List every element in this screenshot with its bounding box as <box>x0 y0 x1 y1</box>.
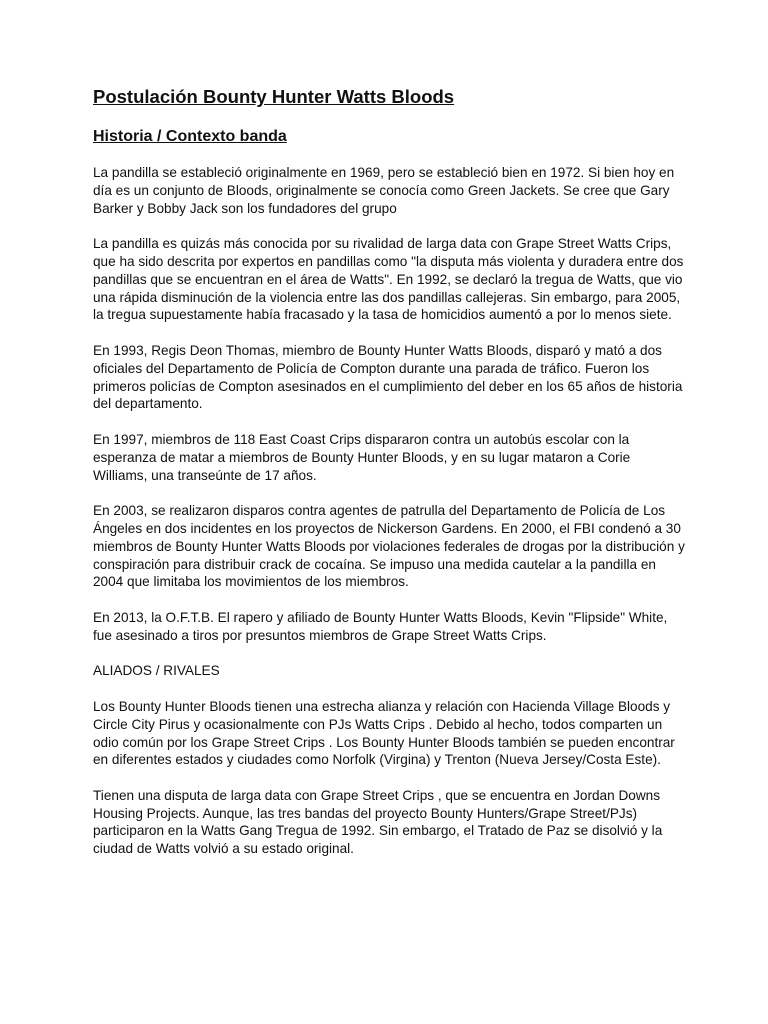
document-title: Postulación Bounty Hunter Watts Bloods <box>93 86 455 107</box>
document-page <box>93 84 685 858</box>
paragraph-1993: En 1993, Regis Deon Thomas, miembro de Bounty Hunter Watts Bloods, disparó y mató a dos oficiales del Departamento de Policía de Compton durante una parada de tráfico. Fueron los primeros policías de Compton asesinados en el cumplimiento del deber en los 65 años de historia del departamento. <box>93 342 683 412</box>
paragraph-2013: En 2013, la O.F.T.B. El rapero y afiliado de Bounty Hunter Watts Bloods, Kevin "Flipside" White, fue asesinado a tiros por presuntos miembros de Grape Street Watts Crips. <box>93 609 668 643</box>
paragraph-disputes: Tienen una disputa de larga data con Grape Street Crips , que se encuentra en Jordan Downs Housing Projects. Aunque, las tres bandas del proyecto Bounty Hunters/Grape Street/PJs) participaron en la Watts Gang Tregua de 1992. Sin embargo, el Tratado de Paz se disolvió y la ciudad de Watts volvió a su estado original. <box>93 787 663 857</box>
section-heading-historia: Historia / Contexto banda <box>93 128 287 145</box>
paragraph-1997: En 1997, miembros de 118 East Coast Crips dispararon contra un autobús escolar con la esperanza de matar a miembros de Bounty Hunter Bloods, y en su lugar mataron a Corie Williams, una transeúnte de 17 años. <box>93 431 631 483</box>
paragraph-rivalry: La pandilla es quizás más conocida por su rivalidad de larga data con Grape Street Watts Crips, que ha sido descrita por expertos en pandillas como "la disputa más violenta y duradera entre dos pandillas que se encuentran en el área de Watts". En 1992, se declaró la tregua de Watts, que vio una rápida disminución de la violencia entre las dos pandillas callejeras. Sin embargo, para 2005, la tregua supuestamente había fracasado y la tasa de homicidios aumentó a por lo menos siete. <box>93 236 684 323</box>
paragraph-alliances: Los Bounty Hunter Bloods tienen una estrecha alianza y relación con Hacienda Village Bloods y Circle City Pirus y ocasionalmente con PJs Watts Crips . Debido al hecho, todos comparten un odio común por los Grape Street Crips . Los Bounty Hunter Bloods también se pueden encontrar en diferentes estados y ciudades como Norfolk (Virgina) y Trenton (Nueva Jersey/Costa Este). <box>93 698 675 768</box>
paragraph-origin: La pandilla se estableció originalmente en 1969, pero se estableció bien en 1972. Si bien hoy en día es un conjunto de Bloods, originalmente se conocía como Green Jackets. Se cree que Gary Barker y Bobby Jack son los fundadores del grupo <box>93 165 675 216</box>
section-heading-aliados: ALIADOS / RIVALES <box>93 663 220 679</box>
paragraph-2003: En 2003, se realizaron disparos contra agentes de patrulla del Departamento de Policía de Los Ángeles en dos incidentes en los proyectos de Nickerson Gardens. En 2000, el FBI condenó a 30 miembros de Bounty Hunter Watts Bloods por violaciones federales de drogas por la distribución y conspiración para distribuir crack de cocaína. Se impuso una medida cautelar a la pandilla en 2004 que limitaba los movimientos de los miembros. <box>93 503 685 590</box>
